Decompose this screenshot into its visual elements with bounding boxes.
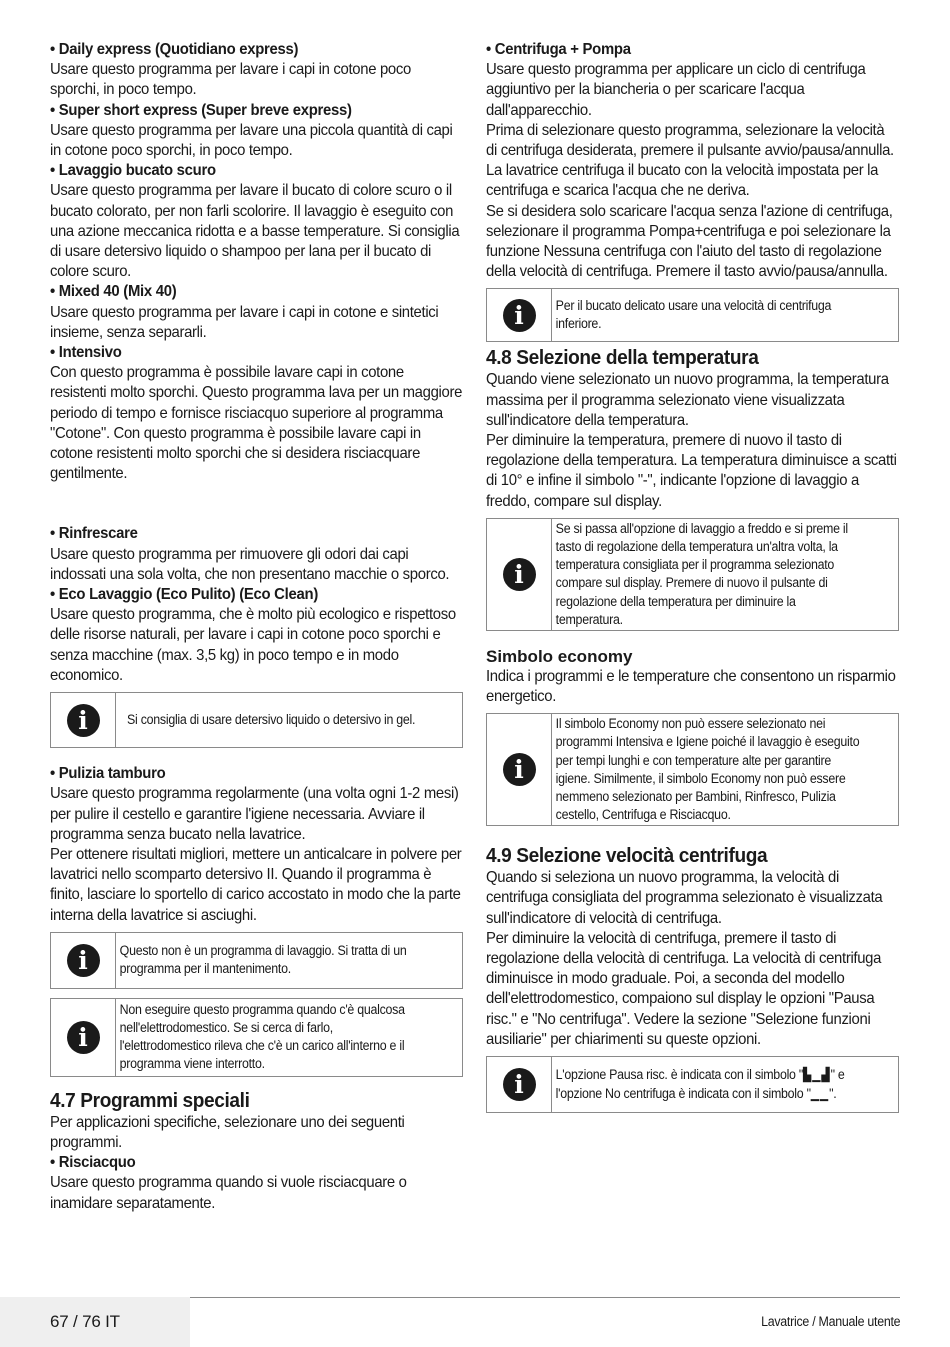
info-icon: i [51,933,115,988]
refresh-text: Usare questo programma per rimuovere gli odori dai capi indossati una sola volta, che non presentano macchie o sporco. [50,545,450,583]
economy-text: Indica i programmi e le temperature che consentono un risparmio energetico. [486,667,896,706]
super-short-title: • Super short express (Super breve express) [50,101,352,119]
daily-express-title: • Daily express (Quotidiano express) [50,41,299,58]
daily-express-text: Usare questo programma per lavare i capi in cotone poco sporchi, in poco tempo. [50,61,411,99]
page-number: 67 / 76 IT [50,1312,120,1331]
rinse-title: • Risciacquo [50,1154,136,1172]
eco-wash-title: • Eco Lavaggio (Eco Pulito) (Eco Clean) [50,586,318,604]
mixed40-text: Usare questo programma per lavare i capi in cotone e sintetici insieme, senza separarli. [50,303,439,341]
left-column [50,40,463,1214]
intensive-title: • Intensivo [50,344,122,362]
note-box-economy [486,713,899,826]
note-text: L'opzione Pausa risc. è indicata con il simbolo "▙▁▟" e l'opzione No centrifuga è indicata con il simbolo "▁▁". [552,1060,870,1108]
note-box-no-load [50,998,463,1077]
section-4-8-text: Quando viene selezionato un nuovo programma, la temperatura massima per il programma selezionato viene visualizzata sull'indicatore della temperatura. Per diminuire la temperatura, premere di nuovo il tasto di regolazione della temperatura. La temperatura diminuisce a scatti di 10° e infine il simbolo "-", indicante l'opzione di lavaggio a freddo, compare sul display. [486,371,897,510]
rinse-text: Usare questo programma quando si vuole risciacquare o inamidare separatamente. [50,1174,407,1212]
section-4-7-text: Per applicazioni specifiche, selezionare uno dei seguenti programmi. [50,1113,405,1151]
note-box-maintenance [50,932,463,989]
spin-pump-title: • Centrifuga + Pompa [486,41,631,58]
section-4-9-text: Quando si seleziona un nuovo programma, la velocità di centrifuga consigliata del programma selezionato è visualizzata sull'indicatore di velocità di centrifuga. Per diminuire la velocità di centrifuga, premere il tasto di regolazione della velocità di centrifuga. La velocità di centrifuga diminuisce in modo graduale. Poi, a seconda del modello dell'elettrodomestico, compaiono sul display le opzioni "Pausa risc." e "No centrifuga". Vedere la sezione "Selezione funzioni ausiliarie" per chiarimenti su queste opzioni. [486,869,883,1048]
note-text: Se si passa all'opzione di lavaggio a freddo e si preme il tasto di regolazione della temperatura un'altra volta, la temperatura consigliata per il programma selezionato compare sul display. Premere di nuovo il pulsante di regolazione della temperatura per diminuire la temperatura. [555,520,848,627]
spin-pump-text: Usare questo programma per applicare un ciclo di centrifuga aggiuntivo per la biancheria o per scaricare l'acqua dall'apparecchio. Prima di selezionare questo programma, selezionare la velocità di centrifuga desiderata, premere il pulsante avvio/pausa/annulla. La lavatrice centrifuga il bucato con la velocità impostata per la centrifuga e scarica l'acqua che ne deriva. Se si desidera solo scaricare l'acqua senza l'azione di centrifuga, selezionare il programma Pompa+centrifuga e poi selezionare la funzione Nessuna centrifuga con l'aiuto del tasto di regolazione della velocità di centrifuga. Premere il tasto avvio/pausa/annulla. [486,61,894,281]
eco-wash-text: Usare questo programma, che è molto più ecologico e rispettoso delle risorse naturali, per lavare i capi in cotone poco sporchi e senza macchine (max. 3,5 kg) in poco tempo e in modo economico. [50,606,456,684]
info-icon: i [51,999,115,1076]
footer-rule [190,1297,900,1298]
info-icon: i [487,1057,551,1112]
note-text: Il simbolo Economy non può essere selezionato nei programmi Intensiva e Igiene poiché il lavaggio è eseguito per tempi lunghi e con temperature alte per garantire igiene. Similmente, il simbolo Economy non può essere nemmeno selezionato per Bambini, Rinfresco, Pulizia cestello, Centrifuga e Risciacquo. [555,716,860,823]
pause-rinse-symbol: ▙▁▟ [803,1067,831,1083]
right-column [486,40,899,1113]
note-box-delicate [486,288,899,342]
note-text: Questo non è un programma di lavaggio. Si tratta di un programma per il mantenimento. [119,943,407,977]
note-box-detergent [50,692,463,748]
no-spin-symbol: ▁▁ [810,1085,830,1101]
info-icon: i [487,714,551,825]
info-icon: i [51,693,115,747]
dark-wash-title: • Lavaggio bucato scuro [50,162,216,180]
section-heading-4-8: 4.8 Selezione della temperatura [486,346,759,370]
dark-wash-text: Usare questo programma per lavare il bucato di colore scuro o il bucato colorato, per non farli scolorire. Il lavaggio è eseguito con una azione meccanica ridotta e a basse temperature. Si consiglia di usare detersivo liquido o shampoo per lana per il bucato di colore scuro. [50,182,460,281]
note-text: Non eseguire questo programma quando c'è qualcosa nell'elettrodomestico. Se si cerca di farlo, l'elettrodomestico rileva che c'è un carico all'interno e il programma viene interrotto. [119,1001,405,1072]
note-box-symbols [486,1056,899,1113]
info-icon: i [487,519,551,630]
info-icon: i [487,289,551,341]
economy-heading: Simbolo economy [486,646,633,666]
super-short-text: Usare questo programma per lavare una piccola quantità di capi in cotone poco sporchi, in poco tempo. [50,121,453,160]
footer-title: Lavatrice / Manuale utente [760,1314,900,1329]
note-text: Si consiglia di usare detersivo liquido o detersivo in gel. [127,711,416,727]
note-box-cold [486,518,899,631]
drum-clean-text: Usare questo programma regolarmente (una volta ogni 1-2 mesi) per pulire il cestello e garantire l'igiene necessaria. Avviare il programma senza bucato nella lavatrice. Per ottenere risultati migliori, mettere un anticalcare in polvere per lavatrici nello scomparto detersivo II. Quando il programma è finito, lasciare lo sportello di carico accostato in modo che la parte interna della lavatrice si asciughi. [50,785,462,924]
section-heading-4-7: 4.7 Programmi speciali [50,1088,250,1112]
mixed40-title: • Mixed 40 (Mix 40) [50,283,177,301]
intensive-text: Con questo programma è possibile lavare capi in cotone resistenti molto sporchi. Questo programma lava per un maggiore periodo di tempo e fornisce risciacquo superiore al programma "Cotone". Con questo programma è possibile lavare capi in cotone resistenti molto sporchi che si desidera risciacquare gentilmente. [50,364,463,483]
note-text: Per il bucato delicato usare una velocità di centrifuga inferiore. [555,298,832,332]
section-heading-4-9: 4.9 Selezione velocità centrifuga [486,844,768,868]
refresh-title: • Rinfrescare [50,525,138,543]
spacer [50,484,463,524]
drum-clean-title: • Pulizia tamburo [50,765,166,783]
